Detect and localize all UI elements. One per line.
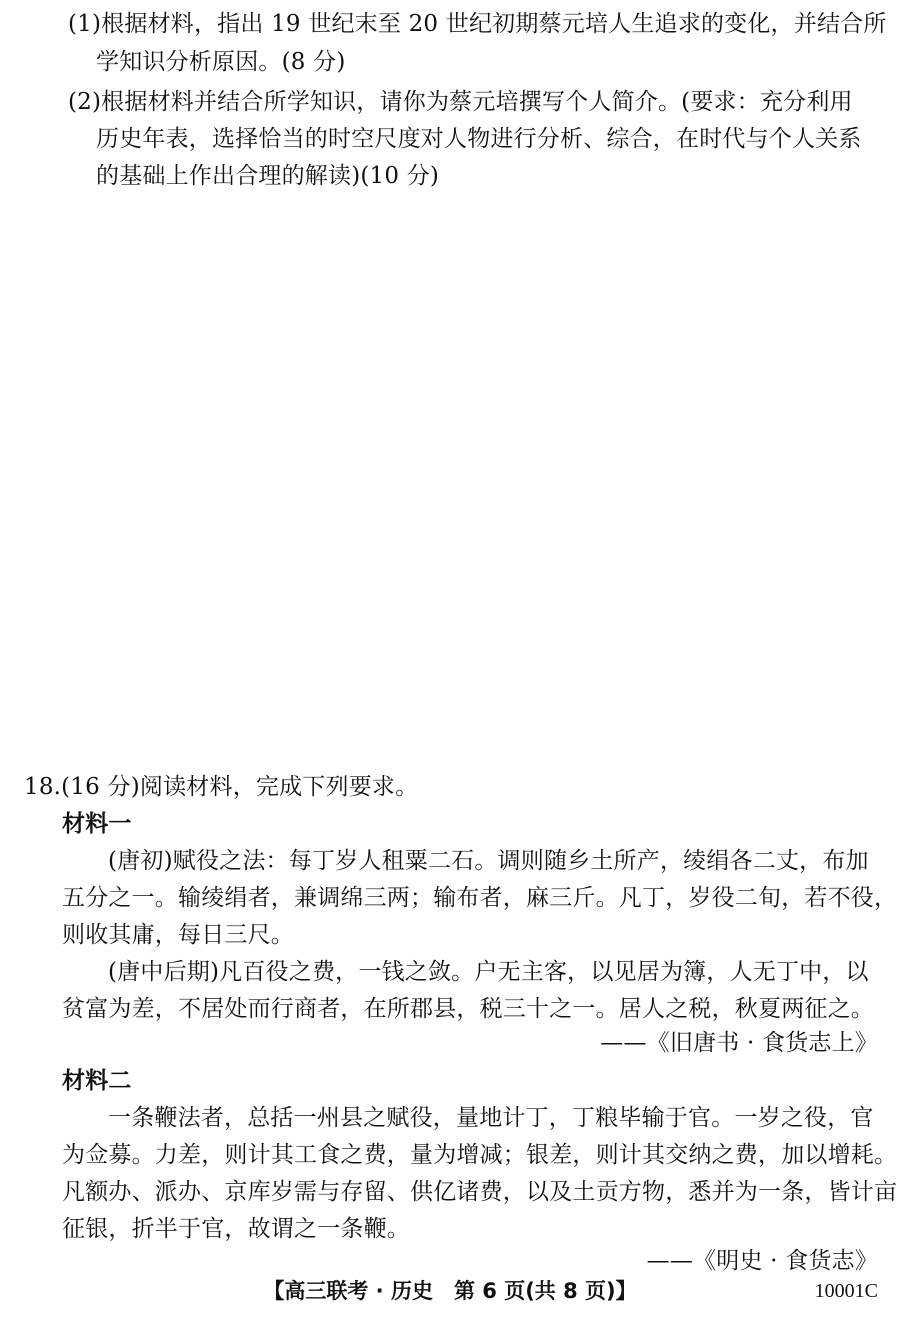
exam-code: 10001C xyxy=(814,1280,878,1302)
material-2-source: ——《明史 · 食货志》 xyxy=(646,1248,878,1274)
material-1-title: 材料一 xyxy=(62,811,132,837)
page-footer-label: 【高三联考 · 历史 第 6 页(共 8 页)】 xyxy=(263,1279,637,1303)
material-1-p1-line-1: (唐初)赋役之法：每丁岁人租粟二石。调则随乡土所产，绫绢各二丈，布加 xyxy=(108,848,869,874)
material-1-p2-line-2: 贫富为差，不居处而行商者，在所郡县，税三十之一。居人之税，秋夏两征之。 xyxy=(62,996,874,1022)
q17-1-line-2: 学知识分析原因。(8 分) xyxy=(96,49,346,75)
material-2-p1-line-1: 一条鞭法者，总括一州县之赋役，量地计丁，丁粮毕输于官。一岁之役，官 xyxy=(108,1105,874,1131)
q17-1-line-1: (1)根据材料，指出 19 世纪末至 20 世纪初期蔡元培人生追求的变化，并结合所 xyxy=(68,11,887,37)
material-2-title: 材料二 xyxy=(62,1068,132,1094)
q17-2-line-3: 的基础上作出合理的解读)(10 分) xyxy=(96,163,440,189)
material-2-p1-line-3: 凡额办、派办、京库岁需与存留、供亿诸费，以及土贡方物，悉并为一条，皆计亩 xyxy=(62,1179,898,1205)
material-1-p2-line-1: (唐中后期)凡百役之费，一钱之敛。户无主客，以见居为簿，人无丁中，以 xyxy=(108,959,869,985)
q17-2-line-1: (2)根据材料并结合所学知识，请你为蔡元培撰写个人简介。(要求：充分利用 xyxy=(68,89,853,115)
material-2-p1-line-2: 为佥募。力差，则计其工食之费，量为增减；银差，则计其交纳之费，加以增耗。 xyxy=(62,1142,898,1168)
q17-2-line-2: 历史年表，选择恰当的时空尺度对人物进行分析、综合，在时代与个人关系 xyxy=(96,126,862,152)
material-1-p1-line-3: 则收其庸，每日三尺。 xyxy=(62,922,294,948)
material-1-p1-line-2: 五分之一。输绫绢者，兼调绵三两；输布者，麻三斤。凡丁，岁役二旬，若不役， xyxy=(62,885,898,911)
material-2-p1-line-4: 征银，折半于官，故谓之一条鞭。 xyxy=(62,1216,410,1242)
q18-heading: 18.(16 分)阅读材料，完成下列要求。 xyxy=(24,774,419,800)
material-1-source: ——《旧唐书 · 食货志上》 xyxy=(600,1030,878,1056)
